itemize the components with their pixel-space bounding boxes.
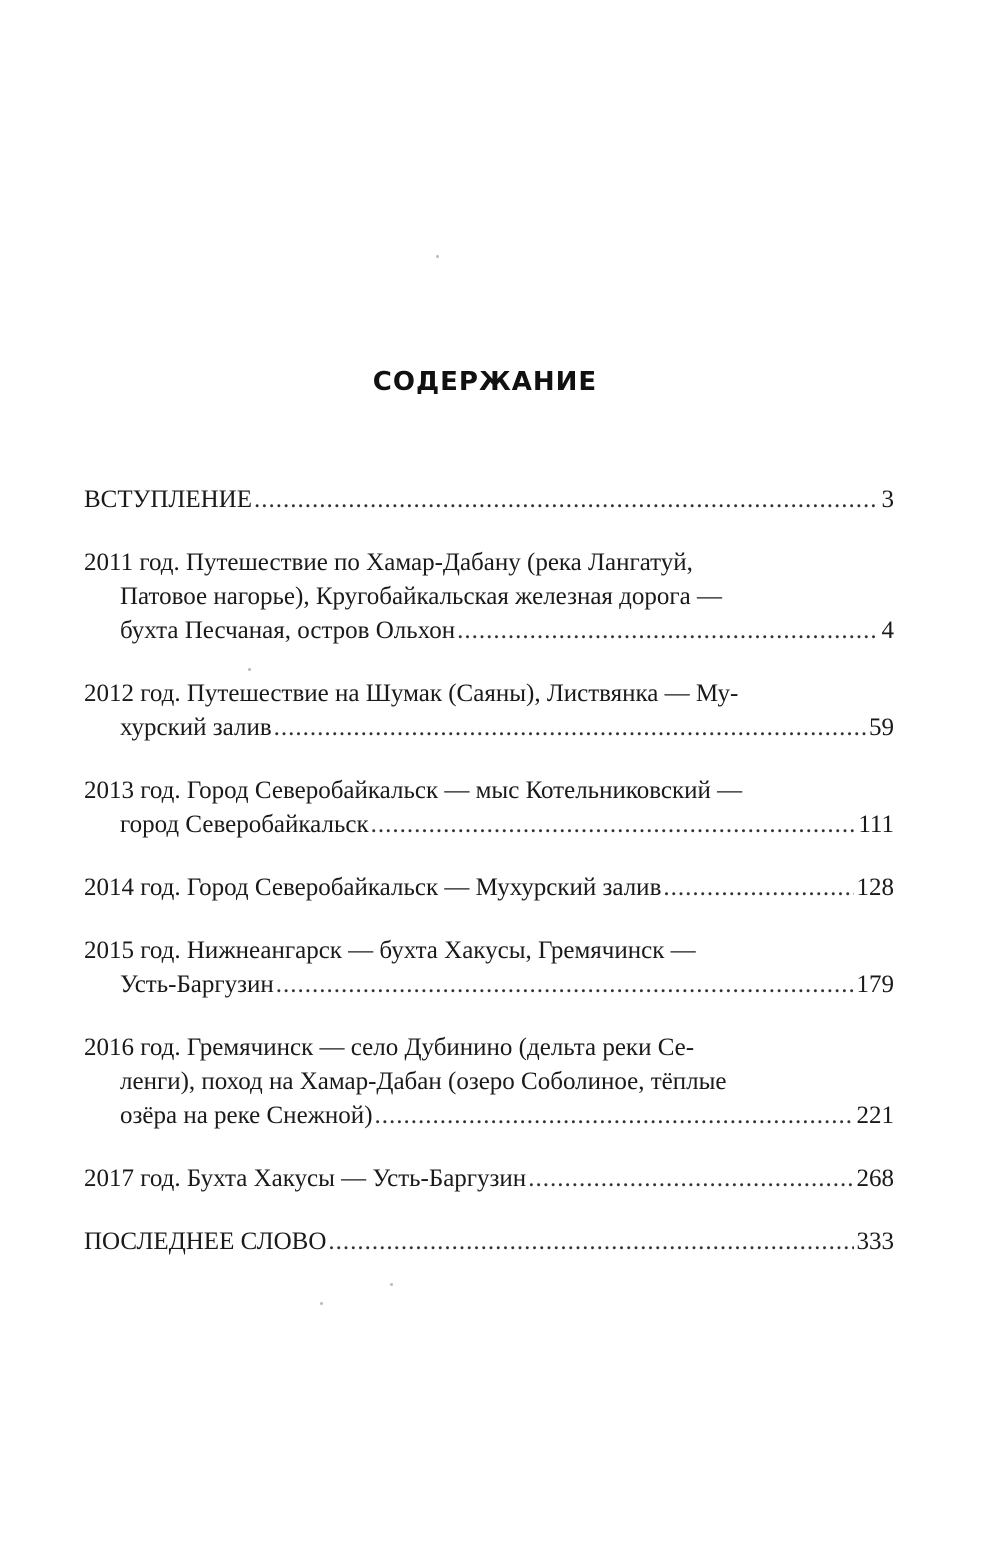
page-number: 333 (856, 1228, 894, 1255)
toc-entry-text: 2013 год. Город Северобайкальск — мыс Котельниковский — (84, 777, 743, 804)
toc-line (84, 808, 894, 842)
toc-entry-text: озёра на реке Снежной) (120, 1102, 373, 1129)
toc-entry-text: ленги), поход на Хамар-Дабан (озеро Соболиное, тёплые (120, 1068, 727, 1095)
toc-line (84, 1162, 894, 1196)
toc-entry-text: 2011 год. Путешествие по Хамар-Дабану (река Лангатуй, (84, 549, 693, 576)
paper-speck (390, 1283, 393, 1286)
paper-speck (436, 255, 439, 258)
toc-entry-text: бухта Песчаная, остров Ольхон (120, 617, 456, 644)
toc-entry-2017 (84, 1162, 894, 1196)
toc-entry-text: 2014 год. Город Северобайкальск — Мухурский залив (84, 874, 662, 901)
toc-entry-text: Патовое нагорье), Кругобайкальская железная дорога — (120, 583, 722, 610)
toc-entry-text: хурский залив (120, 714, 272, 741)
toc-line (84, 968, 894, 1002)
toc-line (84, 483, 894, 517)
toc-line (84, 1225, 894, 1259)
toc-entry-2014 (84, 871, 894, 905)
toc-entry-2012 (84, 677, 894, 745)
page-number: 4 (881, 617, 894, 644)
page-title: СОДЕРЖАНИЕ (372, 367, 598, 397)
dot-leader (371, 808, 856, 842)
toc-entry-text: 2012 год. Путешествие на Шумак (Саяны), Листвянка — Му- (84, 680, 739, 707)
toc-entry-introduction (84, 483, 894, 517)
toc-entry-2013 (84, 774, 894, 842)
toc-entry-text: Усть-Баргузин (120, 971, 274, 998)
toc-entry-text: 2016 год. Гремячинск — село Дубинино (дельта реки Се- (84, 1034, 695, 1061)
dot-leader (328, 1225, 853, 1259)
dot-leader (274, 711, 866, 745)
dot-leader (457, 614, 878, 648)
toc-entry-last-word (84, 1225, 894, 1259)
toc-entry-text: ВСТУПЛЕНИЕ (84, 486, 252, 513)
toc-entry-2015 (84, 934, 894, 1002)
dot-leader (254, 483, 879, 517)
toc-line (84, 1099, 894, 1133)
dot-leader (375, 1099, 854, 1133)
page-number: 179 (856, 971, 894, 998)
table-of-contents (84, 483, 894, 1259)
toc-entry-2016 (84, 1031, 894, 1133)
toc-entry-text: 2017 год. Бухта Хакусы — Усть-Баргузин (84, 1165, 527, 1192)
paper-speck (320, 1302, 323, 1305)
dot-leader (276, 968, 854, 1002)
page-number: 128 (856, 874, 894, 901)
toc-entry-text: 2015 год. Нижнеангарск — бухта Хакусы, Гремячинск — (84, 937, 696, 964)
toc-line (84, 711, 894, 745)
toc-entry-text: ПОСЛЕДНЕЕ СЛОВО (84, 1228, 327, 1255)
page-number: 3 (881, 486, 894, 513)
dot-leader (528, 1162, 853, 1196)
page-number: 111 (858, 811, 894, 838)
toc-entry-2011 (84, 546, 894, 648)
dot-leader (663, 871, 853, 905)
toc-line (84, 871, 894, 905)
page-number: 59 (869, 714, 894, 741)
toc-line (84, 614, 894, 648)
toc-entry-text: город Северобайкальск (120, 811, 369, 838)
page-number: 268 (856, 1165, 894, 1192)
page-number: 221 (856, 1102, 894, 1129)
